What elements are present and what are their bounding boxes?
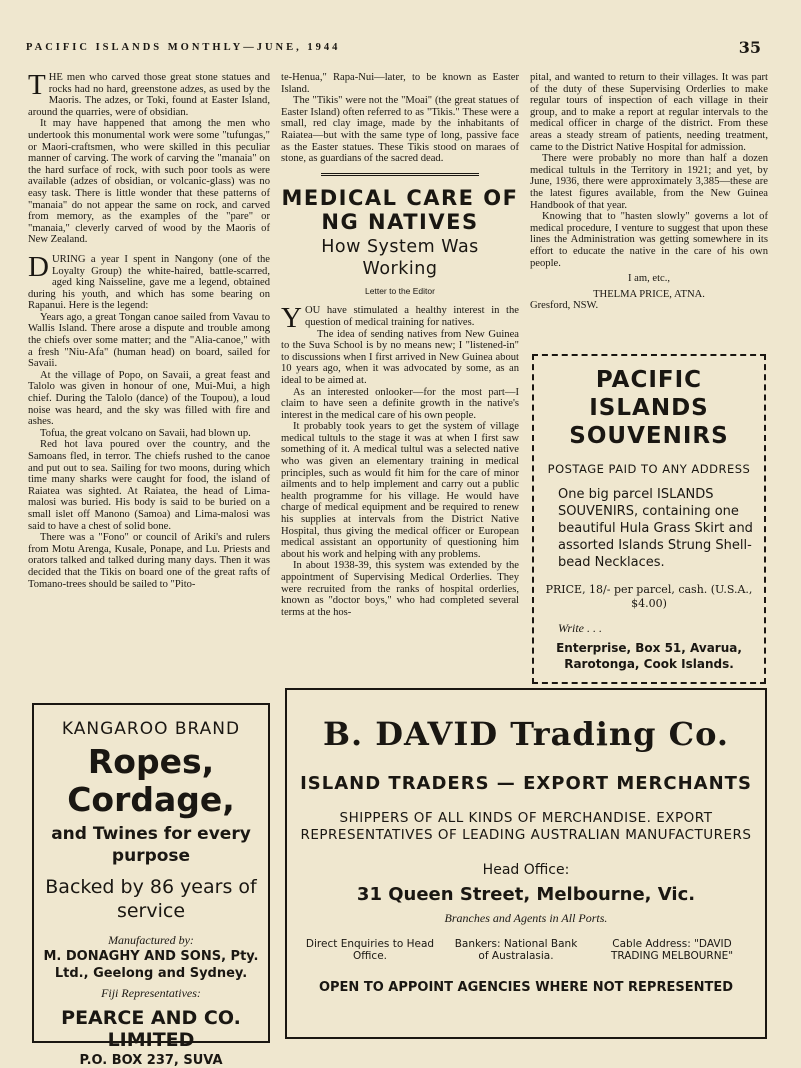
souvenirs-advertisement — [532, 354, 766, 684]
location: Gresford, NSW. — [530, 300, 599, 312]
company-name: B. DAVID Trading Co. — [322, 715, 730, 753]
paragraph: In about 1938-39, this system was extended by the appointment of Supervising Medical Orderlies. They were recruited from the ranks of hospital orderlies, known as "doctor boys," who had completed several terms at the hos- — [281, 560, 519, 618]
enquiries: Direct Enquiries to Head Office. — [305, 938, 435, 962]
head-office-label: Head Office: — [482, 862, 570, 878]
manufactured-label: Manufactured by: — [108, 933, 194, 947]
representative: PEARCE AND CO. LIMITED — [61, 1007, 241, 1051]
article-column-2 — [281, 72, 519, 618]
drop-cap: Y — [281, 302, 302, 335]
drop-cap: D — [28, 250, 49, 283]
maker: M. DONAGHY AND SONS, Pty. Ltd., Geelong and Sydney. — [43, 949, 259, 981]
paragraph: HE men who carved those great stone statues and rocks had no hard, greenstone adzes, as used by the Maoris. The adzes, or Toki, found at Easter Island, around the quarries, were of obsidian. — [28, 72, 270, 118]
paragraph: Knowing that to "hasten slowly" governs a lot of medical procedure, I venture to suggest that upon these lines the Administration was getting somewhere in its effort to educate the native in the care of his own people. — [530, 211, 768, 269]
cable-address: Cable Address: "DAVID TRADING MELBOURNE" — [610, 938, 734, 962]
representative-address: P.O. BOX 237, SUVA — [79, 1053, 223, 1068]
closing: I am, etc., — [627, 273, 671, 285]
paragraph: Tofua, the great volcano on Savaii, had blown up. — [40, 427, 251, 439]
kicker: Letter to the Editor — [365, 285, 435, 296]
brand: KANGAROO BRAND — [61, 719, 241, 739]
subheadline: How System Was Working — [321, 236, 479, 279]
traders-line: ISLAND TRADERS — EXPORT MERCHANTS — [300, 773, 752, 794]
paragraph: As an interested onlooker—for the most part—I claim to have seen a definite growth in the native's interest in the medical care of his own people. — [281, 386, 519, 421]
signature: THELMA PRICE, ATNA. — [593, 288, 705, 300]
backed-by: Backed by 86 years of service — [45, 876, 257, 922]
contact-row — [297, 938, 755, 962]
running-header — [26, 38, 761, 60]
page-number: 35 — [738, 38, 761, 57]
paragraph: OU have stimulated a healthy interest in the question of medical training for natives. — [304, 305, 519, 328]
kangaroo-brand-advertisement — [32, 703, 270, 1068]
paragraph: URING a year I spent in Nangony (one of the Loyalty Group) the white-haired, battle-scarred, aged king Naisseline, gave me a legend, obtained during his youth, and which has some bearing on Rapanui. Here is the legend: — [28, 253, 270, 312]
paragraph: At the village of Popo, on Savaii, a great feast and Talolo was given in honour of one, Mui-Mui, a high chief. During the Talolo (dance) of the Toupou), a loud noise was heard, and the sky was filled with fire and ashes. — [28, 369, 270, 428]
divider — [321, 173, 479, 176]
product: Ropes, Cordage, — [67, 742, 235, 819]
head-office-address: 31 Queen Street, Melbourne, Vic. — [356, 884, 696, 905]
article-column-1 — [28, 69, 270, 590]
postage-note: POSTAGE PAID TO ANY ADDRESS — [547, 462, 751, 476]
paragraph: te-Henua," Rapa-Nui—later, to be known as Easter Island. — [281, 72, 519, 95]
paragraph: There was a "Fono" or council of Ariki's and rulers from Motu Arenga, Kusale, Ponape, and Lu. Priests and orators talked and talked during many days. Then it was decided that the Tikis on board one of the great rafts of Tomano-trees should be sailed to "Pito- — [28, 532, 270, 590]
price: PRICE, 18/- per parcel, cash. (U.S.A., $4.00) — [545, 583, 753, 610]
address: Enterprise, Box 51, Avarua, Rarotonga, Cook Islands. — [556, 641, 742, 671]
bankers: Bankers: National Bank of Australasia. — [454, 938, 578, 962]
running-title: PACIFIC ISLANDS MONTHLY—JUNE, 1944 — [26, 42, 341, 53]
ad-title: PACIFIC ISLANDS SOUVENIRS — [569, 367, 729, 449]
headline: MEDICAL CARE OF NG NATIVES — [281, 185, 519, 234]
write-label: Write . . . — [558, 621, 602, 635]
paragraph: The idea of sending natives from New Guinea to the Suva School is by no means new; I "listened-in" to discussions when I first arrived in New Guinea about 10 years ago, when it was advocated by some, as an ideal to be aimed at. — [281, 328, 519, 386]
paragraph: Red hot lava poured over the country, and the Samoans fled, in terror. The chiefs rushed to the canoe and put out to sea. Sailing for two moons, during which time many sharks were caught for food, the island of Raiatea was sighted. At Raiatea, the head of Lima-malosi was buried. His body is said to be buried on a small islet off Manono (Samoa) and Lima-malosi was said to have a chest of solid bone. — [28, 439, 270, 532]
paragraph: There were probably no more than half a dozen medical tultuls in the Territory in 1921; and yet, by June, 1936, there were approximately 3,385—these are the latest figures available, from the New Guinea Handbook of that year. — [530, 153, 768, 211]
product-detail: and Twines for every purpose — [51, 824, 251, 866]
paragraph: It may have happened that among the men who undertook this monumental work were some "tufungas," or Maori-craftsmen, who were skilled in this peculiar manner of carving. The work of carving the "manaia" on the hard surface of rock, with such poor tools as were available (adzes of obsidian, or volcanic-glass) was no easy task. There is little wonder that these patterns of "manaia" do not appear the same on rock, and carved from memory, as the examples of the "pare" or "manaia," cleverly carved of wood by the Maoris of New Zealand. — [28, 118, 270, 246]
branches: Branches and Agents in All Ports. — [444, 911, 608, 925]
shippers-line: SHIPPERS OF ALL KINDS OF MERCHANDISE. EXPORT REPRESENTATIVES OF LEADING AUSTRALIAN MANUFACTURERS — [300, 810, 752, 843]
agencies-line: OPEN TO APPOINT AGENCIES WHERE NOT REPRESENTED — [318, 980, 734, 995]
drop-cap: T — [28, 69, 46, 101]
fiji-label: Fiji Representatives: — [101, 986, 201, 1000]
article-column-3 — [530, 72, 768, 312]
paragraph: It probably took years to get the system of village medical tultuls to the stage it was at when I first saw something of it. A medical tultul was a selected native who was given an elementary training in medical principles, such as would fit him for the care of minor ailments and to help implement and carry out a public health programme for his village. He would have charge of medical equipment and be required to renew his supplies at intervals from the District Native Hospital, thus giving the medical officer or European medical assistant an opportunity of questioning him about his work and helping with any problems. — [281, 421, 519, 560]
paragraph: Years ago, a great Tongan canoe sailed from Vavau to Wallis Island. There arose a dispute and trouble among the chiefs over some matter; and the "Alia-canoe," with a fresh "Niu-Afa" (human head) on board, sailed for Savaii. — [28, 311, 270, 370]
ad-body: One big parcel ISLANDS SOUVENIRS, containing one beautiful Hula Grass Skirt and assorted Islands Strung Shell-bead Necklaces. — [558, 487, 753, 570]
paragraph: The "Tikis" were not the "Moai" (the great statues of Easter Island) often referred to as "Tikis." These were a small, red clay image, made by the inhabitants of Raiatea—but with the same type of long, passive face as the Easter statues. These Tikis stood on maraes of stone, as guardians of the sacred dead. — [281, 95, 519, 165]
paragraph: pital, and wanted to return to their villages. It was part of the duty of these Supervising Orderlies to make regular tours of inspection of each village in their group, and to make a report at regular intervals to the medical officer in charge of the district. From these areas a steady stream of patients, needing treatment, came to the District Native Hospital for admission. — [530, 72, 768, 153]
b-david-trading-advertisement — [285, 688, 767, 1039]
